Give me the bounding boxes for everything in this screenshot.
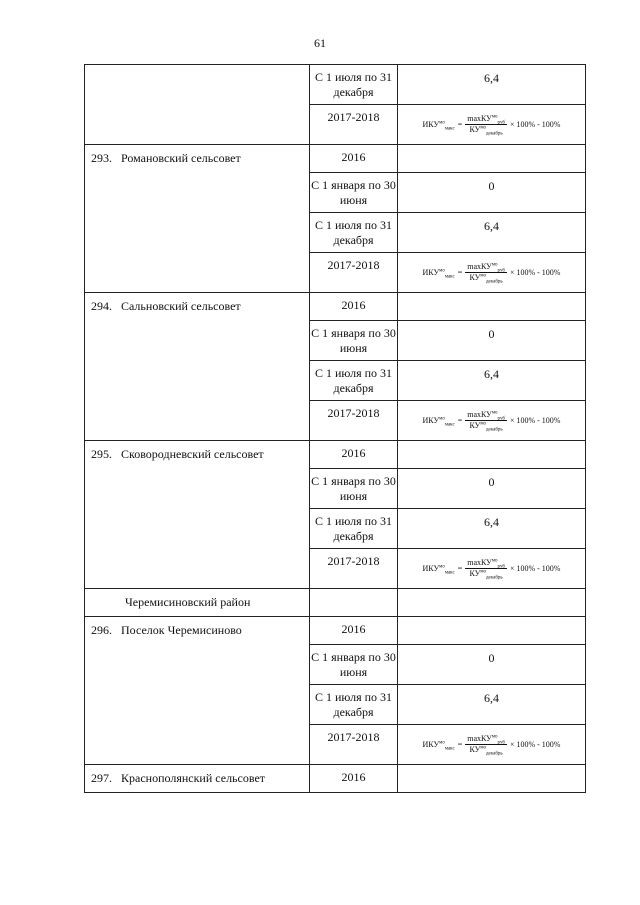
table-row xyxy=(85,293,586,321)
formula-fraction xyxy=(465,410,507,433)
formula-num-sup: мо xyxy=(491,558,498,564)
district-name: Черемисиновский район xyxy=(85,589,310,617)
formula-den-sup: мо xyxy=(480,745,486,751)
value-cell: 6,4 xyxy=(398,685,586,725)
period-cell: С 1 июля по 31 декабря xyxy=(310,65,398,105)
locality-name: Краснополянский сельсовет xyxy=(121,771,266,785)
period-cell: 2016 xyxy=(310,765,398,793)
formula-den-sub: декабрь xyxy=(486,427,503,433)
formula-num-sub: руб xyxy=(497,417,505,422)
district-row xyxy=(85,589,586,617)
locality-cell xyxy=(85,617,310,765)
formula-den-text: КУ xyxy=(469,421,481,430)
period-cell xyxy=(310,589,398,617)
formula-denominator xyxy=(467,569,504,579)
formula-numerator xyxy=(465,410,507,421)
formula-den-text: КУ xyxy=(469,569,481,578)
formula-den-sub: декабрь xyxy=(486,575,503,581)
value-cell: 0 xyxy=(398,469,586,509)
formula-tail: × 100% - 100% xyxy=(509,416,561,425)
formula-den-text: КУ xyxy=(469,125,481,134)
formula-numerator xyxy=(465,114,507,125)
formula-lhs-sub: макс xyxy=(444,422,455,428)
formula xyxy=(422,558,561,581)
formula-cell xyxy=(398,549,586,589)
formula-den-sub: декабрь xyxy=(486,279,503,285)
formula-lhs-text: ИКУ xyxy=(422,563,440,573)
formula-num-sub: руб xyxy=(497,269,505,274)
table-row xyxy=(85,765,586,793)
value-cell: 0 xyxy=(398,321,586,361)
table-row xyxy=(85,145,586,173)
period-cell: С 1 июля по 31 декабря xyxy=(310,509,398,549)
formula-denominator xyxy=(467,745,504,755)
row-number: 295. xyxy=(91,447,112,461)
formula-cell xyxy=(398,725,586,765)
formula-equals: = xyxy=(457,120,463,129)
formula-lhs-sup: мо xyxy=(439,740,445,746)
table-body xyxy=(85,65,586,793)
value-cell: 0 xyxy=(398,645,586,685)
period-cell: 2017-2018 xyxy=(310,401,398,441)
formula-lhs-sub: макс xyxy=(444,126,455,132)
formula-num-text: maxКУ xyxy=(467,262,492,272)
formula-lhs-text: ИКУ xyxy=(422,739,440,749)
locality-cell-continued xyxy=(85,65,310,145)
locality-cell xyxy=(85,145,310,293)
row-number: 293. xyxy=(91,151,112,165)
locality-cell xyxy=(85,765,310,793)
formula-fraction xyxy=(465,734,507,757)
formula xyxy=(422,410,561,433)
period-cell: 2017-2018 xyxy=(310,549,398,589)
formula-denominator xyxy=(467,421,504,431)
period-cell: 2016 xyxy=(310,441,398,469)
formula-lhs-sub: макс xyxy=(444,570,455,576)
period-cell: С 1 июля по 31 декабря xyxy=(310,361,398,401)
value-cell xyxy=(398,145,586,173)
period-cell: 2016 xyxy=(310,293,398,321)
value-cell xyxy=(398,589,586,617)
formula-den-sup: мо xyxy=(480,125,486,131)
table-row xyxy=(85,65,586,105)
formula-tail: × 100% - 100% xyxy=(509,740,561,749)
formula-tail: × 100% - 100% xyxy=(509,120,561,129)
formula-lhs-sup: мо xyxy=(439,120,445,126)
period-cell: С 1 января по 30 июня xyxy=(310,645,398,685)
value-cell: 6,4 xyxy=(398,509,586,549)
locality-name: Поселок Черемисиново xyxy=(121,623,242,637)
value-cell xyxy=(398,293,586,321)
formula-numerator xyxy=(465,262,507,273)
formula-num-sub: руб xyxy=(497,121,505,126)
value-cell: 6,4 xyxy=(398,361,586,401)
formula-num-text: maxКУ xyxy=(467,114,492,124)
formula-num-text: maxКУ xyxy=(467,734,492,744)
formula xyxy=(422,262,561,285)
formula-tail: × 100% - 100% xyxy=(509,268,561,277)
formula-den-text: КУ xyxy=(469,273,481,282)
formula-fraction xyxy=(465,114,507,137)
period-cell: 2017-2018 xyxy=(310,105,398,145)
table-row xyxy=(85,617,586,645)
period-cell: С 1 января по 30 июня xyxy=(310,469,398,509)
formula-fraction xyxy=(465,262,507,285)
formula-lhs xyxy=(423,564,455,574)
formula-den-sub: декабрь xyxy=(486,131,503,137)
formula-lhs-sup: мо xyxy=(439,268,445,274)
formula-cell xyxy=(398,401,586,441)
formula xyxy=(422,114,561,137)
value-cell: 6,4 xyxy=(398,65,586,105)
formula-lhs-text: ИКУ xyxy=(422,415,440,425)
formula-den-sub: декабрь xyxy=(486,751,503,757)
formula-lhs-sup: мо xyxy=(439,564,445,570)
formula-den-text: КУ xyxy=(469,745,481,754)
formula-denominator xyxy=(467,125,504,135)
period-cell: 2016 xyxy=(310,145,398,173)
formula-equals: = xyxy=(457,564,463,573)
formula-cell xyxy=(398,253,586,293)
formula-lhs xyxy=(423,416,455,426)
locality-cell xyxy=(85,293,310,441)
period-cell: 2017-2018 xyxy=(310,725,398,765)
page-number: 61 xyxy=(314,36,326,50)
row-number: 294. xyxy=(91,299,112,313)
formula-num-sup: мо xyxy=(491,410,498,416)
formula-numerator xyxy=(465,734,507,745)
value-cell xyxy=(398,441,586,469)
formula-lhs-sup: мо xyxy=(439,416,445,422)
formula-equals: = xyxy=(457,740,463,749)
locality-name: Сковородневский сельсовет xyxy=(121,447,264,461)
row-number: 296. xyxy=(91,623,112,637)
formula-den-sup: мо xyxy=(480,569,486,575)
formula-lhs-text: ИКУ xyxy=(422,119,440,129)
formula-cell xyxy=(398,105,586,145)
period-cell: С 1 июля по 31 декабря xyxy=(310,685,398,725)
formula-den-sup: мо xyxy=(480,273,486,279)
formula-lhs-sub: макс xyxy=(444,274,455,280)
table-row xyxy=(85,441,586,469)
period-cell: С 1 января по 30 июня xyxy=(310,173,398,213)
formula-lhs xyxy=(423,740,455,750)
row-number: 297. xyxy=(91,771,112,785)
formula-num-sub: руб xyxy=(497,565,505,570)
formula-denominator xyxy=(467,273,504,283)
formula-lhs-text: ИКУ xyxy=(422,267,440,277)
formula-num-sup: мо xyxy=(491,734,498,740)
formula-lhs-sub: макс xyxy=(444,746,455,752)
locality-name: Романовский сельсовет xyxy=(121,151,241,165)
formula-lhs xyxy=(423,268,455,278)
formula-equals: = xyxy=(457,268,463,277)
formula-numerator xyxy=(465,558,507,569)
locality-cell xyxy=(85,441,310,589)
period-cell: 2017-2018 xyxy=(310,253,398,293)
period-cell: С 1 января по 30 июня xyxy=(310,321,398,361)
formula-num-sup: мо xyxy=(491,262,498,268)
tariff-index-table xyxy=(84,64,586,793)
formula-tail: × 100% - 100% xyxy=(509,564,561,573)
formula xyxy=(422,734,561,757)
period-cell: С 1 июля по 31 декабря xyxy=(310,213,398,253)
formula-fraction xyxy=(465,558,507,581)
formula-num-text: maxКУ xyxy=(467,410,492,420)
formula-den-sup: мо xyxy=(480,421,486,427)
value-cell: 0 xyxy=(398,173,586,213)
formula-lhs xyxy=(423,120,455,130)
value-cell: 6,4 xyxy=(398,213,586,253)
formula-num-sup: мо xyxy=(491,114,498,120)
locality-name: Сальновский сельсовет xyxy=(121,299,241,313)
formula-num-text: maxКУ xyxy=(467,558,492,568)
formula-num-sub: руб xyxy=(497,741,505,746)
value-cell xyxy=(398,765,586,793)
value-cell xyxy=(398,617,586,645)
period-cell: 2016 xyxy=(310,617,398,645)
formula-equals: = xyxy=(457,416,463,425)
